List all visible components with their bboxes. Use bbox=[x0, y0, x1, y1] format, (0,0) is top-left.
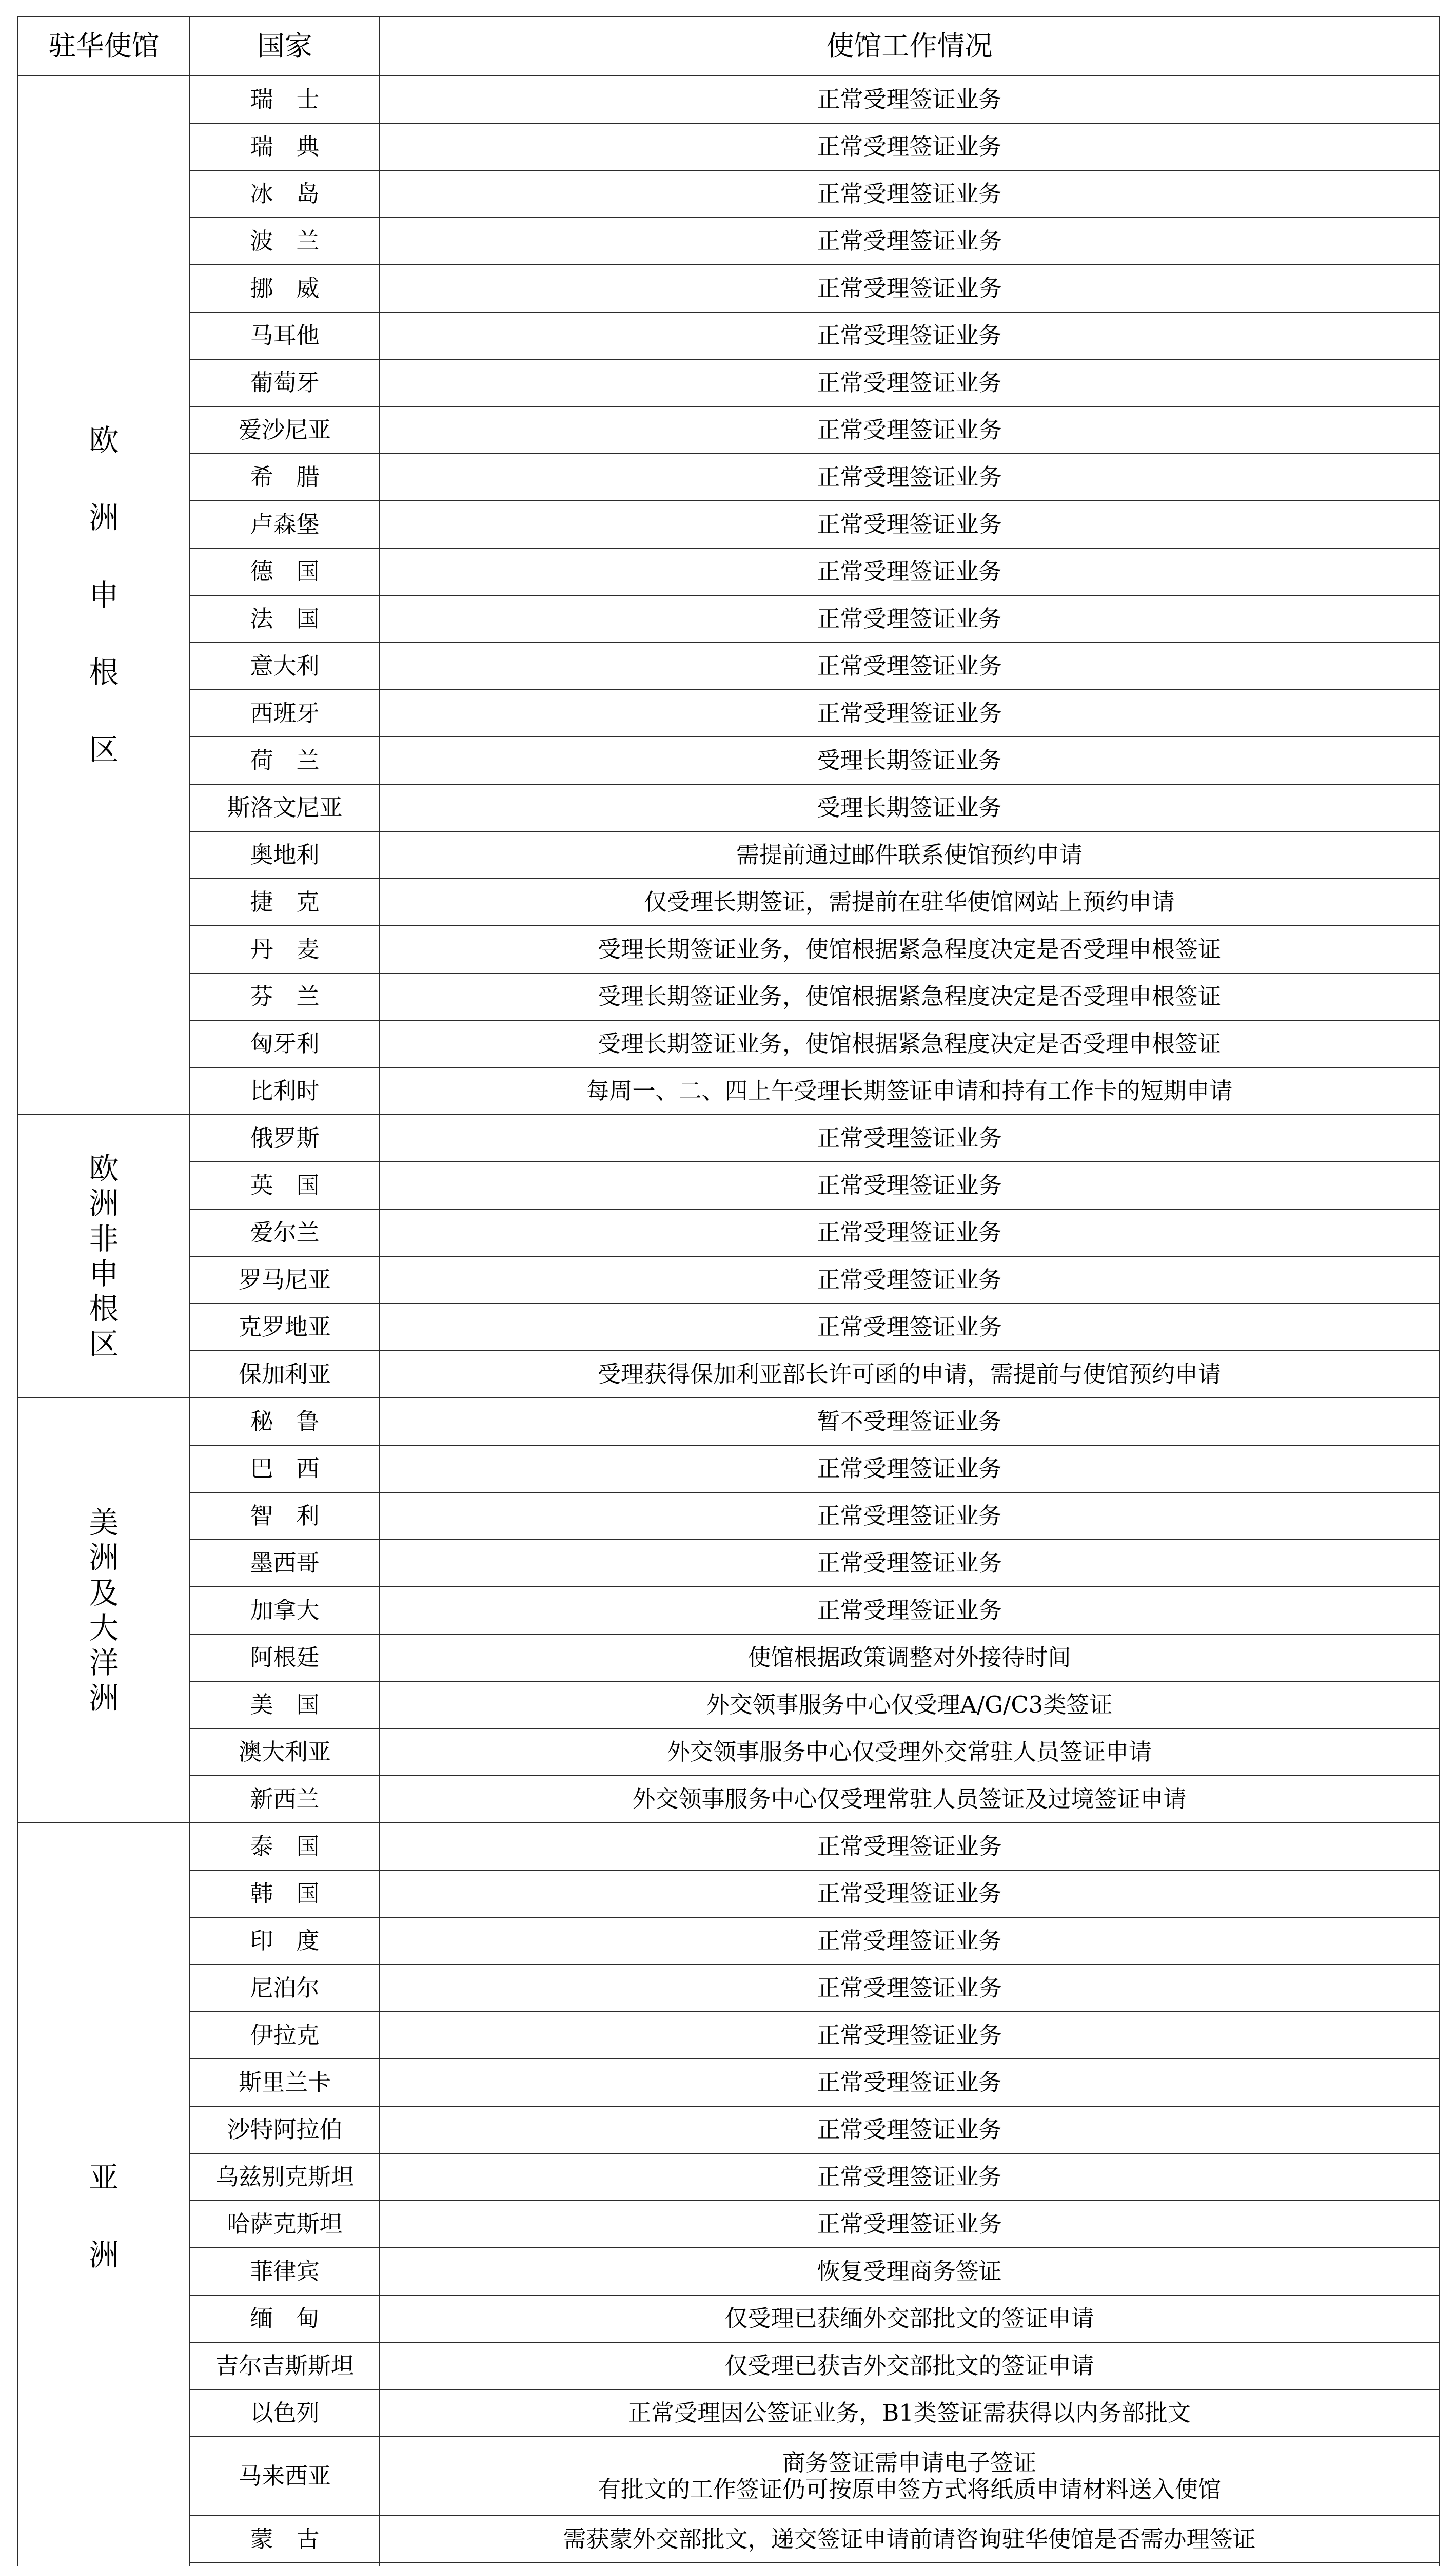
status-cell bbox=[380, 1965, 1439, 2012]
country-cell: 俄罗斯 bbox=[190, 1115, 380, 1162]
status-text: 仅受理已获吉外交部批文的签证申请 bbox=[724, 2352, 1094, 2380]
region-label: 欧洲非申根区 bbox=[89, 1151, 119, 1362]
status-cell bbox=[380, 1492, 1439, 1540]
status-text: 需提前通过邮件联系使馆预约申请 bbox=[736, 841, 1083, 869]
status-text: 正常受理签证业务 bbox=[817, 2021, 1002, 2049]
country-cell: 加拿大 bbox=[190, 1587, 380, 1634]
table-row bbox=[18, 1634, 1439, 1681]
country-cell: 希 腊 bbox=[190, 454, 380, 501]
status-cell bbox=[380, 831, 1439, 879]
country-cell: 印 度 bbox=[190, 1917, 380, 1965]
status-text: 商务签证需申请电子签证 bbox=[782, 2449, 1036, 2477]
status-cell bbox=[380, 1445, 1439, 1492]
table-row bbox=[18, 2563, 1439, 2566]
status-cell bbox=[380, 879, 1439, 926]
status-text: 受理长期签证业务，使馆根据紧急程度决定是否受理申根签证 bbox=[597, 983, 1221, 1010]
country-cell: 斯里兰卡 bbox=[190, 2059, 380, 2106]
status-text: 正常受理签证业务 bbox=[817, 1313, 1002, 1341]
country-cell: 哈萨克斯坦 bbox=[190, 2201, 380, 2248]
country-cell: 德 国 bbox=[190, 548, 380, 595]
status-text: 正常受理签证业务 bbox=[817, 1266, 1002, 1294]
table-row bbox=[18, 548, 1439, 595]
country-cell: 新西兰 bbox=[190, 1776, 380, 1823]
header-status: 使馆工作情况 bbox=[380, 16, 1439, 76]
country-cell: 美 国 bbox=[190, 1681, 380, 1728]
country-cell: 吉尔吉斯斯坦 bbox=[190, 2342, 380, 2389]
status-cell bbox=[380, 2563, 1439, 2566]
status-cell bbox=[380, 1256, 1439, 1304]
country-cell: 秘 鲁 bbox=[190, 1398, 380, 1445]
country-cell: 巴 西 bbox=[190, 1445, 380, 1492]
status-cell bbox=[380, 1162, 1439, 1209]
country-cell: 罗马尼亚 bbox=[190, 1256, 380, 1304]
table-row bbox=[18, 1351, 1439, 1398]
status-text: 正常受理签证业务 bbox=[817, 605, 1002, 633]
status-text: 外交领事服务中心仅受理A/G/C3类签证 bbox=[706, 1691, 1113, 1719]
table-row bbox=[18, 170, 1439, 218]
status-cell bbox=[380, 926, 1439, 973]
country-cell: 乌兹别克斯坦 bbox=[190, 2153, 380, 2201]
country-cell: 保加利亚 bbox=[190, 1351, 380, 1398]
region-cell bbox=[18, 1823, 190, 2566]
table-row bbox=[18, 973, 1439, 1020]
status-cell bbox=[380, 784, 1439, 831]
country-cell: 芬 兰 bbox=[190, 973, 380, 1020]
status-text: 正常受理签证业务 bbox=[817, 2210, 1002, 2238]
table-row bbox=[18, 2012, 1439, 2059]
status-text: 外交领事服务中心仅受理外交常驻人员签证申请 bbox=[666, 1738, 1152, 1766]
status-cell bbox=[380, 1351, 1439, 1398]
table-row bbox=[18, 1681, 1439, 1728]
table-row bbox=[18, 1209, 1439, 1256]
table-row bbox=[18, 1304, 1439, 1351]
region-label: 亚洲 bbox=[89, 2160, 119, 2272]
country-cell: 墨西哥 bbox=[190, 1540, 380, 1587]
country-cell: 以色列 bbox=[190, 2389, 380, 2437]
table-row bbox=[18, 2248, 1439, 2295]
country-cell: 澳大利亚 bbox=[190, 1728, 380, 1776]
status-cell bbox=[380, 2153, 1439, 2201]
table-row bbox=[18, 1445, 1439, 1492]
status-cell bbox=[380, 1540, 1439, 1587]
table-row bbox=[18, 2342, 1439, 2389]
status-cell bbox=[380, 2516, 1439, 2563]
country-cell: 缅 甸 bbox=[190, 2295, 380, 2342]
country-cell: 爱尔兰 bbox=[190, 1209, 380, 1256]
status-text: 正常受理签证业务 bbox=[817, 227, 1002, 255]
table-row bbox=[18, 359, 1439, 406]
status-text: 正常受理签证业务 bbox=[817, 1502, 1002, 1530]
status-cell bbox=[380, 1634, 1439, 1681]
status-text: 正常受理签证业务 bbox=[817, 86, 1002, 113]
table-row bbox=[18, 218, 1439, 265]
country-cell: 菲律宾 bbox=[190, 2248, 380, 2295]
status-cell bbox=[380, 548, 1439, 595]
table-row bbox=[18, 1256, 1439, 1304]
status-cell bbox=[380, 1115, 1439, 1162]
table-row bbox=[18, 2106, 1439, 2153]
status-text: 外交领事服务中心仅受理常驻人员签证及过境签证申请 bbox=[632, 1785, 1187, 1813]
table-row bbox=[18, 1398, 1439, 1445]
status-cell bbox=[380, 2248, 1439, 2295]
status-cell bbox=[380, 218, 1439, 265]
status-cell bbox=[380, 501, 1439, 548]
table-row bbox=[18, 406, 1439, 454]
status-text: 每周一、二、四上午受理长期签证申请和持有工作卡的短期申请 bbox=[586, 1077, 1233, 1105]
table-row bbox=[18, 1115, 1439, 1162]
table-row bbox=[18, 737, 1439, 784]
table-row bbox=[18, 1540, 1439, 1587]
status-text: 正常受理签证业务 bbox=[817, 463, 1002, 491]
table-row bbox=[18, 2437, 1439, 2516]
status-text: 需获蒙外交部批文，递交签证申请前请咨询驻华使馆是否需办理签证 bbox=[563, 2525, 1256, 2553]
country-cell: 英 国 bbox=[190, 1162, 380, 1209]
status-text: 恢复受理商务签证 bbox=[817, 2258, 1002, 2285]
country-cell: 荷 兰 bbox=[190, 737, 380, 784]
status-text: 正常受理签证业务 bbox=[817, 2116, 1002, 2144]
status-cell bbox=[380, 1398, 1439, 1445]
table-row bbox=[18, 926, 1439, 973]
table-row bbox=[18, 2295, 1439, 2342]
country-cell: 挪 威 bbox=[190, 265, 380, 312]
status-text: 受理长期签证业务 bbox=[817, 747, 1002, 774]
table-row bbox=[18, 2201, 1439, 2248]
table-row bbox=[18, 123, 1439, 170]
status-cell bbox=[380, 76, 1439, 123]
status-cell bbox=[380, 2389, 1439, 2437]
status-text: 正常受理签证业务 bbox=[817, 322, 1002, 349]
status-text: 正常受理签证业务 bbox=[817, 1974, 1002, 2002]
status-cell bbox=[380, 406, 1439, 454]
status-text: 受理长期签证业务 bbox=[817, 794, 1002, 822]
status-text: 正常受理签证业务 bbox=[817, 1219, 1002, 1247]
status-text: 受理长期签证业务，使馆根据紧急程度决定是否受理申根签证 bbox=[597, 1030, 1221, 1058]
country-cell: 瑞 士 bbox=[190, 76, 380, 123]
table-row bbox=[18, 595, 1439, 643]
table-row bbox=[18, 784, 1439, 831]
country-cell: 马耳他 bbox=[190, 312, 380, 359]
country-cell: 尼泊尔 bbox=[190, 1965, 380, 2012]
region-cell bbox=[18, 1115, 190, 1398]
status-cell bbox=[380, 1067, 1439, 1115]
table-row bbox=[18, 1776, 1439, 1823]
country-cell: 卢森堡 bbox=[190, 501, 380, 548]
country-cell: 比利时 bbox=[190, 1067, 380, 1115]
status-cell bbox=[380, 737, 1439, 784]
table-row bbox=[18, 1020, 1439, 1067]
country-cell: 斯洛文尼亚 bbox=[190, 784, 380, 831]
status-text: 正常受理签证业务 bbox=[817, 2069, 1002, 2096]
status-text: 有批文的工作签证仍可按原申签方式将纸质申请材料送入使馆 bbox=[597, 2476, 1221, 2503]
region-cell bbox=[18, 1398, 190, 1823]
status-text: 正常受理签证业务 bbox=[817, 1597, 1002, 1624]
status-cell bbox=[380, 643, 1439, 690]
country-cell: 爱沙尼亚 bbox=[190, 406, 380, 454]
country-cell: 葡萄牙 bbox=[190, 359, 380, 406]
status-text: 正常受理签证业务 bbox=[817, 511, 1002, 538]
country-cell: 伊拉克 bbox=[190, 2012, 380, 2059]
status-cell bbox=[380, 454, 1439, 501]
status-text: 正常受理签证业务 bbox=[817, 2163, 1002, 2191]
status-text: 正常受理因公签证业务，B1类签证需获得以内务部批文 bbox=[628, 2399, 1191, 2427]
status-text: 使馆根据政策调整对外接待时间 bbox=[747, 1644, 1071, 1671]
embassy-status-table bbox=[17, 16, 1440, 2566]
status-cell bbox=[380, 2012, 1439, 2059]
status-cell bbox=[380, 312, 1439, 359]
table-row bbox=[18, 1587, 1439, 1634]
status-cell bbox=[380, 1728, 1439, 1776]
table-row bbox=[18, 1067, 1439, 1115]
status-cell bbox=[380, 2059, 1439, 2106]
status-text: 受理长期签证业务，使馆根据紧急程度决定是否受理申根签证 bbox=[597, 936, 1221, 963]
status-text: 正常受理签证业务 bbox=[817, 558, 1002, 586]
status-cell bbox=[380, 1587, 1439, 1634]
country-cell: 瑞 典 bbox=[190, 123, 380, 170]
status-cell bbox=[380, 2295, 1439, 2342]
status-cell bbox=[380, 170, 1439, 218]
status-cell bbox=[380, 1776, 1439, 1823]
country-cell: 冰 岛 bbox=[190, 170, 380, 218]
table-row bbox=[18, 831, 1439, 879]
country-cell: 克罗地亚 bbox=[190, 1304, 380, 1351]
table-row bbox=[18, 643, 1439, 690]
status-text: 仅受理已获缅外交部批文的签证申请 bbox=[724, 2305, 1094, 2332]
status-text: 仅受理长期签证，需提前在驻华使馆网站上预约申请 bbox=[643, 888, 1175, 916]
status-cell bbox=[380, 2342, 1439, 2389]
status-text: 正常受理签证业务 bbox=[817, 1124, 1002, 1152]
table-row bbox=[18, 76, 1439, 123]
table-row bbox=[18, 1917, 1439, 1965]
table-row bbox=[18, 2389, 1439, 2437]
status-text: 正常受理签证业务 bbox=[817, 1549, 1002, 1577]
status-cell bbox=[380, 123, 1439, 170]
status-cell bbox=[380, 265, 1439, 312]
country-cell: 马来西亚 bbox=[190, 2437, 380, 2516]
status-cell bbox=[380, 1304, 1439, 1351]
country-cell: 捷 克 bbox=[190, 879, 380, 926]
table-row bbox=[18, 690, 1439, 737]
table-row bbox=[18, 312, 1439, 359]
status-text: 正常受理签证业务 bbox=[817, 1880, 1002, 1908]
status-cell bbox=[380, 973, 1439, 1020]
status-cell bbox=[380, 1917, 1439, 1965]
status-cell bbox=[380, 1870, 1439, 1917]
table-row bbox=[18, 1965, 1439, 2012]
country-cell: 蒙 古 bbox=[190, 2516, 380, 2563]
country-cell: 智 利 bbox=[190, 1492, 380, 1540]
table-header-row bbox=[18, 16, 1439, 76]
status-text: 正常受理签证业务 bbox=[817, 133, 1002, 161]
status-cell bbox=[380, 2106, 1439, 2153]
region-cell bbox=[18, 76, 190, 1115]
header-region: 驻华使馆 bbox=[18, 16, 190, 76]
table-row bbox=[18, 1492, 1439, 1540]
status-cell bbox=[380, 2437, 1439, 2516]
status-cell bbox=[380, 359, 1439, 406]
table-row bbox=[18, 1728, 1439, 1776]
table-row bbox=[18, 265, 1439, 312]
status-cell bbox=[380, 1020, 1439, 1067]
country-cell: 韩 国 bbox=[190, 1870, 380, 1917]
table-row bbox=[18, 1870, 1439, 1917]
status-text: 正常受理签证业务 bbox=[817, 1927, 1002, 1955]
status-text: 正常受理签证业务 bbox=[817, 180, 1002, 208]
country-cell: 丹 麦 bbox=[190, 926, 380, 973]
table-row bbox=[18, 2153, 1439, 2201]
table-row bbox=[18, 1162, 1439, 1209]
status-cell bbox=[380, 690, 1439, 737]
table-row bbox=[18, 1823, 1439, 1870]
status-cell bbox=[380, 595, 1439, 643]
country-cell: 泰 国 bbox=[190, 1823, 380, 1870]
country-cell: 沙特阿拉伯 bbox=[190, 2106, 380, 2153]
country-cell: 意大利 bbox=[190, 643, 380, 690]
table-row bbox=[18, 2059, 1439, 2106]
status-text: 正常受理签证业务 bbox=[817, 699, 1002, 727]
header-country: 国家 bbox=[190, 16, 380, 76]
country-cell bbox=[190, 2563, 380, 2566]
table-row bbox=[18, 454, 1439, 501]
region-label: 美洲及大洋洲 bbox=[89, 1505, 119, 1716]
country-cell: 奥地利 bbox=[190, 831, 380, 879]
status-text: 正常受理签证业务 bbox=[817, 416, 1002, 444]
status-cell bbox=[380, 2201, 1439, 2248]
status-text: 受理获得保加利亚部长许可函的申请，需提前与使馆预约申请 bbox=[597, 1360, 1221, 1388]
status-cell bbox=[380, 1209, 1439, 1256]
status-text: 正常受理签证业务 bbox=[817, 652, 1002, 680]
region-label: 欧洲申根区 bbox=[89, 423, 119, 768]
country-cell: 法 国 bbox=[190, 595, 380, 643]
table-row bbox=[18, 879, 1439, 926]
status-cell bbox=[380, 1823, 1439, 1870]
status-text: 正常受理签证业务 bbox=[817, 1455, 1002, 1483]
status-text: 正常受理签证业务 bbox=[817, 275, 1002, 302]
status-cell bbox=[380, 1681, 1439, 1728]
table-row bbox=[18, 2516, 1439, 2563]
country-cell: 匈牙利 bbox=[190, 1020, 380, 1067]
status-text: 正常受理签证业务 bbox=[817, 1833, 1002, 1860]
country-cell: 西班牙 bbox=[190, 690, 380, 737]
status-text: 正常受理签证业务 bbox=[817, 369, 1002, 397]
country-cell: 阿根廷 bbox=[190, 1634, 380, 1681]
status-text: 暂不受理签证业务 bbox=[817, 1408, 1002, 1435]
country-cell: 波 兰 bbox=[190, 218, 380, 265]
table-row bbox=[18, 501, 1439, 548]
table-body bbox=[18, 76, 1439, 2566]
status-text: 正常受理签证业务 bbox=[817, 1172, 1002, 1199]
